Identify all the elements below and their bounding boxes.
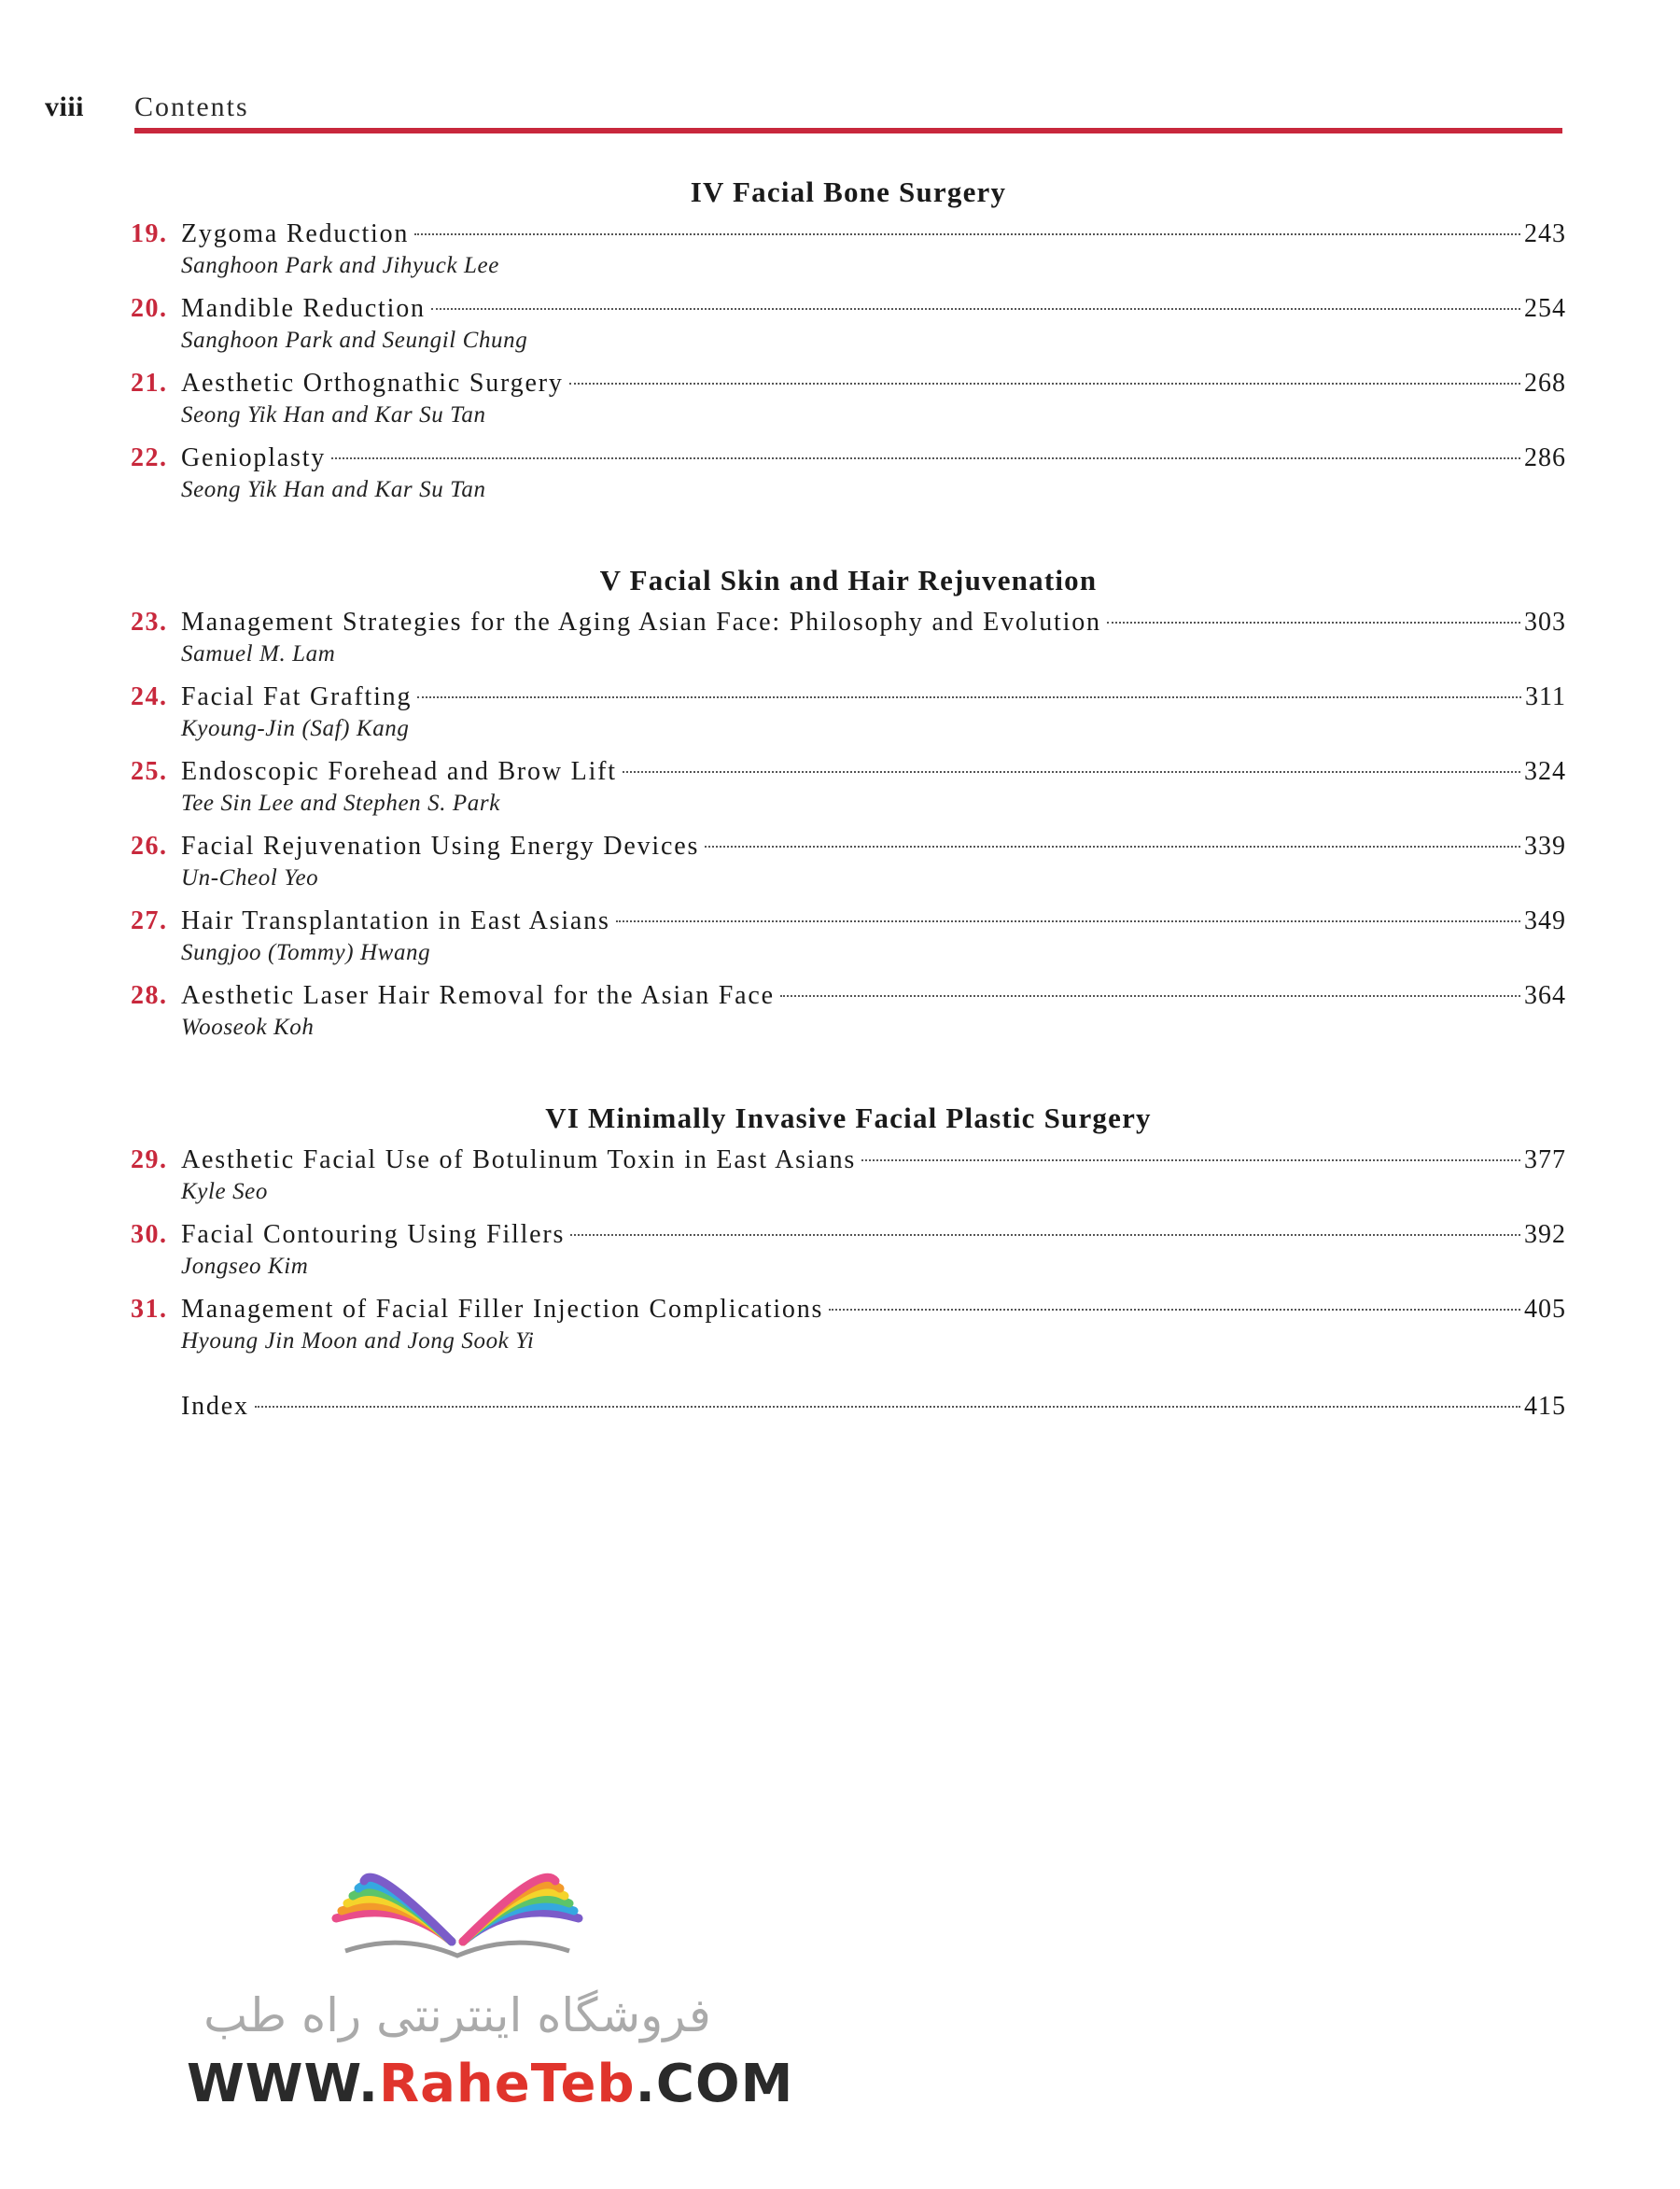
table-of-contents: [131, 168, 1566, 1464]
page-reference[interactable]: 303: [1524, 608, 1566, 637]
toc-entry-line: [131, 904, 1566, 939]
toc-entry[interactable]: [131, 217, 1566, 291]
chapter-number: 26.: [131, 832, 168, 861]
chapter-authors: Tee Sin Lee and Stephen S. Park: [181, 791, 500, 816]
toc-entry-index[interactable]: [131, 1389, 1566, 1464]
toc-entry-line: [131, 605, 1566, 640]
page-number: viii: [45, 91, 85, 122]
chapter-authors: Wooseok Koh: [181, 1015, 315, 1040]
part-heading: VI Minimally Invasive Facial Plastic Surgery: [545, 1102, 1152, 1134]
chapter-title[interactable]: Management Strategies for the Aging Asian Face: Philosophy and Evolution: [181, 608, 1101, 637]
dot-leader: [255, 1406, 1520, 1408]
toc-entry-line: [131, 829, 1566, 864]
chapter-title[interactable]: Aesthetic Facial Use of Botulinum Toxin in East Asians: [181, 1145, 857, 1174]
chapter-number: 23.: [131, 608, 168, 637]
chapter-number: 21.: [131, 369, 168, 398]
header-rule: [134, 128, 1562, 133]
chapter-authors: Sanghoon Park and Jihyuck Lee: [181, 253, 499, 278]
dot-leader: [569, 383, 1520, 385]
toc-entry-line: [131, 441, 1566, 476]
chapter-authors: Hyoung Jin Moon and Jong Sook Yi: [181, 1328, 535, 1354]
part-heading: V Facial Skin and Hair Rejuvenation: [599, 564, 1098, 596]
toc-entry[interactable]: [131, 441, 1566, 515]
chapter-title[interactable]: Facial Fat Grafting: [181, 682, 413, 711]
page-reference[interactable]: 349: [1524, 906, 1566, 935]
chapter-authors: Kyoung-Jin (Saf) Kang: [181, 716, 410, 741]
toc-entry-line: [131, 978, 1566, 1014]
chapter-title[interactable]: Aesthetic Laser Hair Removal for the Asian Face: [181, 981, 775, 1010]
dot-leader: [414, 233, 1520, 235]
book-spine: [345, 1943, 569, 1956]
toc-entry[interactable]: [131, 978, 1566, 1053]
chapter-authors: Seong Yik Han and Kar Su Tan: [181, 402, 486, 428]
page-reference[interactable]: 339: [1524, 832, 1566, 861]
chapter-number: 19.: [131, 219, 168, 248]
chapter-title[interactable]: Facial Contouring Using Fillers: [181, 1220, 566, 1249]
toc-entry[interactable]: [131, 829, 1566, 904]
toc-entry-line: [131, 217, 1566, 252]
chapter-title[interactable]: Facial Rejuvenation Using Energy Devices: [181, 832, 700, 861]
toc-entry-line: [131, 680, 1566, 715]
toc-entry[interactable]: [131, 754, 1566, 829]
dot-leader: [705, 846, 1520, 848]
chapter-authors: Jongseo Kim: [181, 1254, 309, 1279]
chapter-number: 24.: [131, 682, 168, 711]
toc-entry-line: [131, 291, 1566, 327]
page-reference[interactable]: 311: [1525, 682, 1566, 711]
toc-entry-line: [131, 1389, 1566, 1424]
chapter-title[interactable]: Genioplasty: [181, 443, 327, 472]
page-reference[interactable]: 268: [1524, 369, 1566, 398]
dot-leader: [780, 995, 1520, 997]
watermark-url: [187, 2054, 794, 2114]
chapter-authors: Samuel M. Lam: [181, 641, 336, 667]
page-reference[interactable]: 392: [1524, 1220, 1566, 1249]
toc-entry[interactable]: [131, 1292, 1566, 1367]
watermark-persian-text: فروشگاه اینترنتی راه طب: [203, 1988, 711, 2042]
watermark-logo: [187, 1820, 794, 2119]
toc-entry-line: [131, 366, 1566, 401]
toc-entry-line: [131, 754, 1566, 790]
chapter-authors: Sungjoo (Tommy) Hwang: [181, 940, 431, 965]
chapter-authors: Kyle Seo: [181, 1179, 268, 1204]
chapter-number: 31.: [131, 1295, 168, 1324]
toc-entry[interactable]: [131, 366, 1566, 441]
chapter-number: 28.: [131, 981, 168, 1010]
chapter-authors: Un-Cheol Yeo: [181, 865, 319, 891]
chapter-number: 30.: [131, 1220, 168, 1249]
dot-leader: [570, 1234, 1520, 1236]
chapter-number: 25.: [131, 757, 168, 786]
toc-entry[interactable]: [131, 904, 1566, 978]
dot-leader: [331, 457, 1520, 459]
toc-entry[interactable]: [131, 680, 1566, 754]
page-reference[interactable]: 243: [1524, 219, 1566, 248]
dot-leader: [616, 920, 1520, 922]
dot-leader: [829, 1309, 1520, 1311]
page-reference[interactable]: 405: [1524, 1295, 1566, 1324]
toc-entry[interactable]: [131, 291, 1566, 366]
chapter-number: 22.: [131, 443, 168, 472]
page-reference[interactable]: 364: [1524, 981, 1566, 1010]
chapter-number: 29.: [131, 1145, 168, 1174]
chapter-authors: Sanghoon Park and Seungil Chung: [181, 328, 528, 353]
chapter-title[interactable]: Endoscopic Forehead and Brow Lift: [181, 757, 617, 786]
chapter-title[interactable]: Aesthetic Orthognathic Surgery: [181, 369, 564, 398]
open-book-icon: [187, 1820, 728, 1988]
chapter-number: 27.: [131, 906, 168, 935]
index-title[interactable]: Index: [181, 1392, 249, 1421]
dot-leader: [861, 1159, 1520, 1161]
dot-leader: [623, 771, 1520, 773]
watermark-url-accent: RaheTeb: [379, 2054, 636, 2114]
dot-leader: [417, 696, 1521, 698]
dot-leader: [431, 308, 1520, 310]
toc-entry-line: [131, 1217, 1566, 1253]
chapter-title[interactable]: Mandible Reduction: [181, 294, 426, 323]
toc-entry[interactable]: [131, 1217, 1566, 1292]
watermark-url-suffix: .COM: [635, 2054, 794, 2114]
chapter-title[interactable]: Hair Transplantation in East Asians: [181, 906, 610, 935]
watermark-url-prefix: WWW.: [187, 2054, 380, 2114]
page-reference[interactable]: 415: [1524, 1392, 1566, 1421]
toc-entry[interactable]: [131, 1143, 1566, 1217]
page-reference[interactable]: 377: [1524, 1145, 1566, 1174]
part-heading: IV Facial Bone Surgery: [690, 175, 1007, 208]
page-reference[interactable]: 286: [1524, 443, 1566, 472]
page-header: [0, 0, 1680, 140]
chapter-authors: Seong Yik Han and Kar Su Tan: [181, 477, 486, 502]
chapter-title[interactable]: Management of Facial Filler Injection Complications: [181, 1295, 824, 1324]
page-reference[interactable]: 254: [1524, 294, 1566, 323]
toc-entry[interactable]: [131, 605, 1566, 680]
page-reference[interactable]: 324: [1524, 757, 1566, 786]
dot-leader: [1107, 622, 1520, 624]
toc-entry-line: [131, 1292, 1566, 1327]
running-head: Contents: [134, 91, 249, 122]
toc-entry-line: [131, 1143, 1566, 1178]
chapter-number: 20.: [131, 294, 168, 323]
chapter-title[interactable]: Zygoma Reduction: [181, 219, 410, 248]
